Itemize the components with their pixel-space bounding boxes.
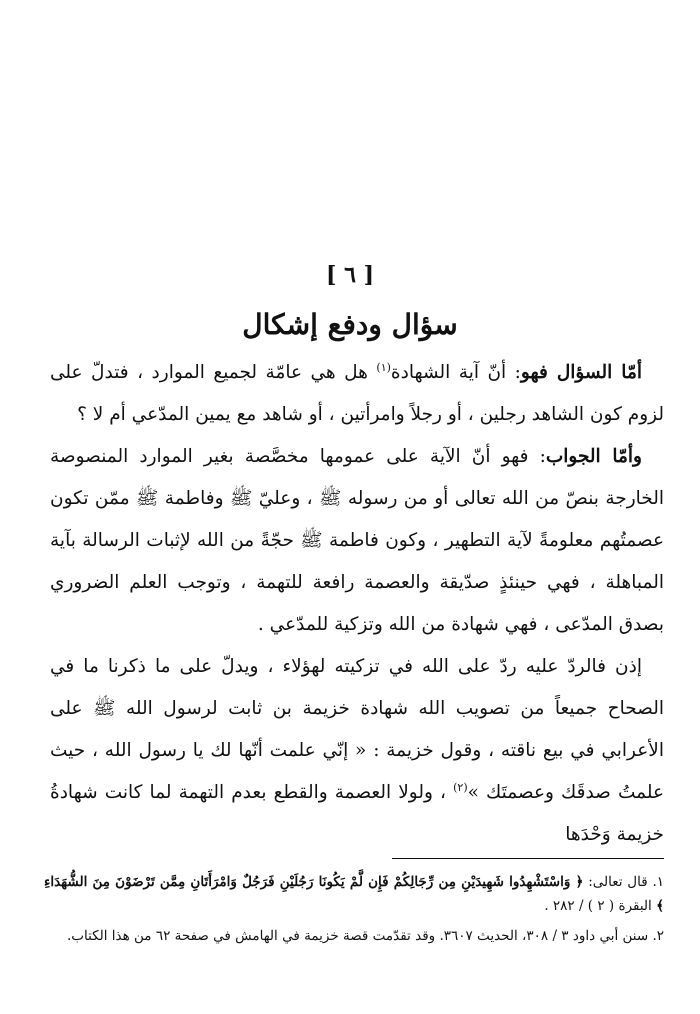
paragraph-answer — [50, 436, 664, 646]
body-text — [50, 352, 664, 856]
footnote-2: ٢. سنن أبي داود ٣ / ٣٠٨، الحديث ٣٦٠٧. وقد تقدّمت قصة خزيمة في الهامش في صفحة ٦٢ من هذا الكتاب. — [66, 928, 664, 944]
footnote-divider — [392, 858, 664, 859]
section-title: سؤال ودفع إشكال — [242, 308, 458, 341]
footnote-1-verse: ﴿ وَاسْتَشْهِدُوا شَهِيدَيْنِ مِن رِّجَالِكُمْ فَإِن لَّمْ يَكُونَا رَجُلَيْنِ فَرَجُلٌ وَامْرَأَتَانِ مِمَّن تَرْضَوْنَ مِنَ الشُّهَدَاءِ ﴾ — [44, 874, 664, 914]
question-lead: أمّا السؤال فهو — [520, 362, 642, 383]
question-text-a: : أنّ آية الشهادة — [390, 362, 521, 383]
footnote-1-suffix: البقرة ( ٢ ) / ٢٨٢ . — [544, 898, 657, 914]
question-text-b: هل هي عامّة لجميع الموارد ، فتدلّ على لزوم كون الشاهد رجلين ، أو رجلاً وامرأتين ، أو شاهد مع يمين المدّعي أم لا ؟ — [50, 362, 664, 425]
evidence-text-b: ، ولولا العصمة والقطع بعدم التهمة لما كانت شهادةُ خزيمة وَحْدَها — [50, 782, 664, 845]
section-number: [ ٦ ] — [326, 262, 374, 288]
footnotes — [44, 870, 664, 954]
paragraph-question — [50, 352, 664, 436]
footnote-1 — [44, 870, 664, 918]
evidence-text-a: إذن فالردّ عليه ردّ على الله في تزكيته لهؤلاء ، ويدلّ على ما ذكرنا ما في الصحاح جميعاً من تصويب الله شهادة خزيمة بن ثابت لرسول الله ﷺ على الأعرابي في بيع ناقته ، وقول خزيمة : « إنّي علمت أنّها لك يا رسول الله ، حيث علمتُ صدقَك وعصمتَك » — [50, 656, 664, 803]
footnote-marker-1[interactable]: (١) — [376, 360, 391, 374]
answer-text: : فهو أنّ الآية على عمومها مخصَّصة بغير الموارد المنصوصة الخارجة بنصّ من الله تعالى أو من رسوله ﷺ ، وعليّ ﷺ وفاطمة ﷺ ممّن تكون عصمتُهم معلومةً لآية التطهير ، وكون فاطمة ﷺ حجّةً من الله لإثبات الرسالة بآية المباهلة ، فهي حينئذٍ صدّيقة والعصمة رافعة للتهمة ، وتوجب العلم الضروري بصدق المدّعى ، فهي شهادة من الله وتزكية للمدّعي . — [50, 446, 664, 635]
paragraph-evidence — [50, 646, 664, 856]
answer-lead: وأمّا الجواب — [545, 446, 642, 467]
footnote-1-prefix: ١. قال تعالى: — [583, 874, 664, 890]
footnote-marker-2[interactable]: (٢) — [453, 780, 468, 794]
